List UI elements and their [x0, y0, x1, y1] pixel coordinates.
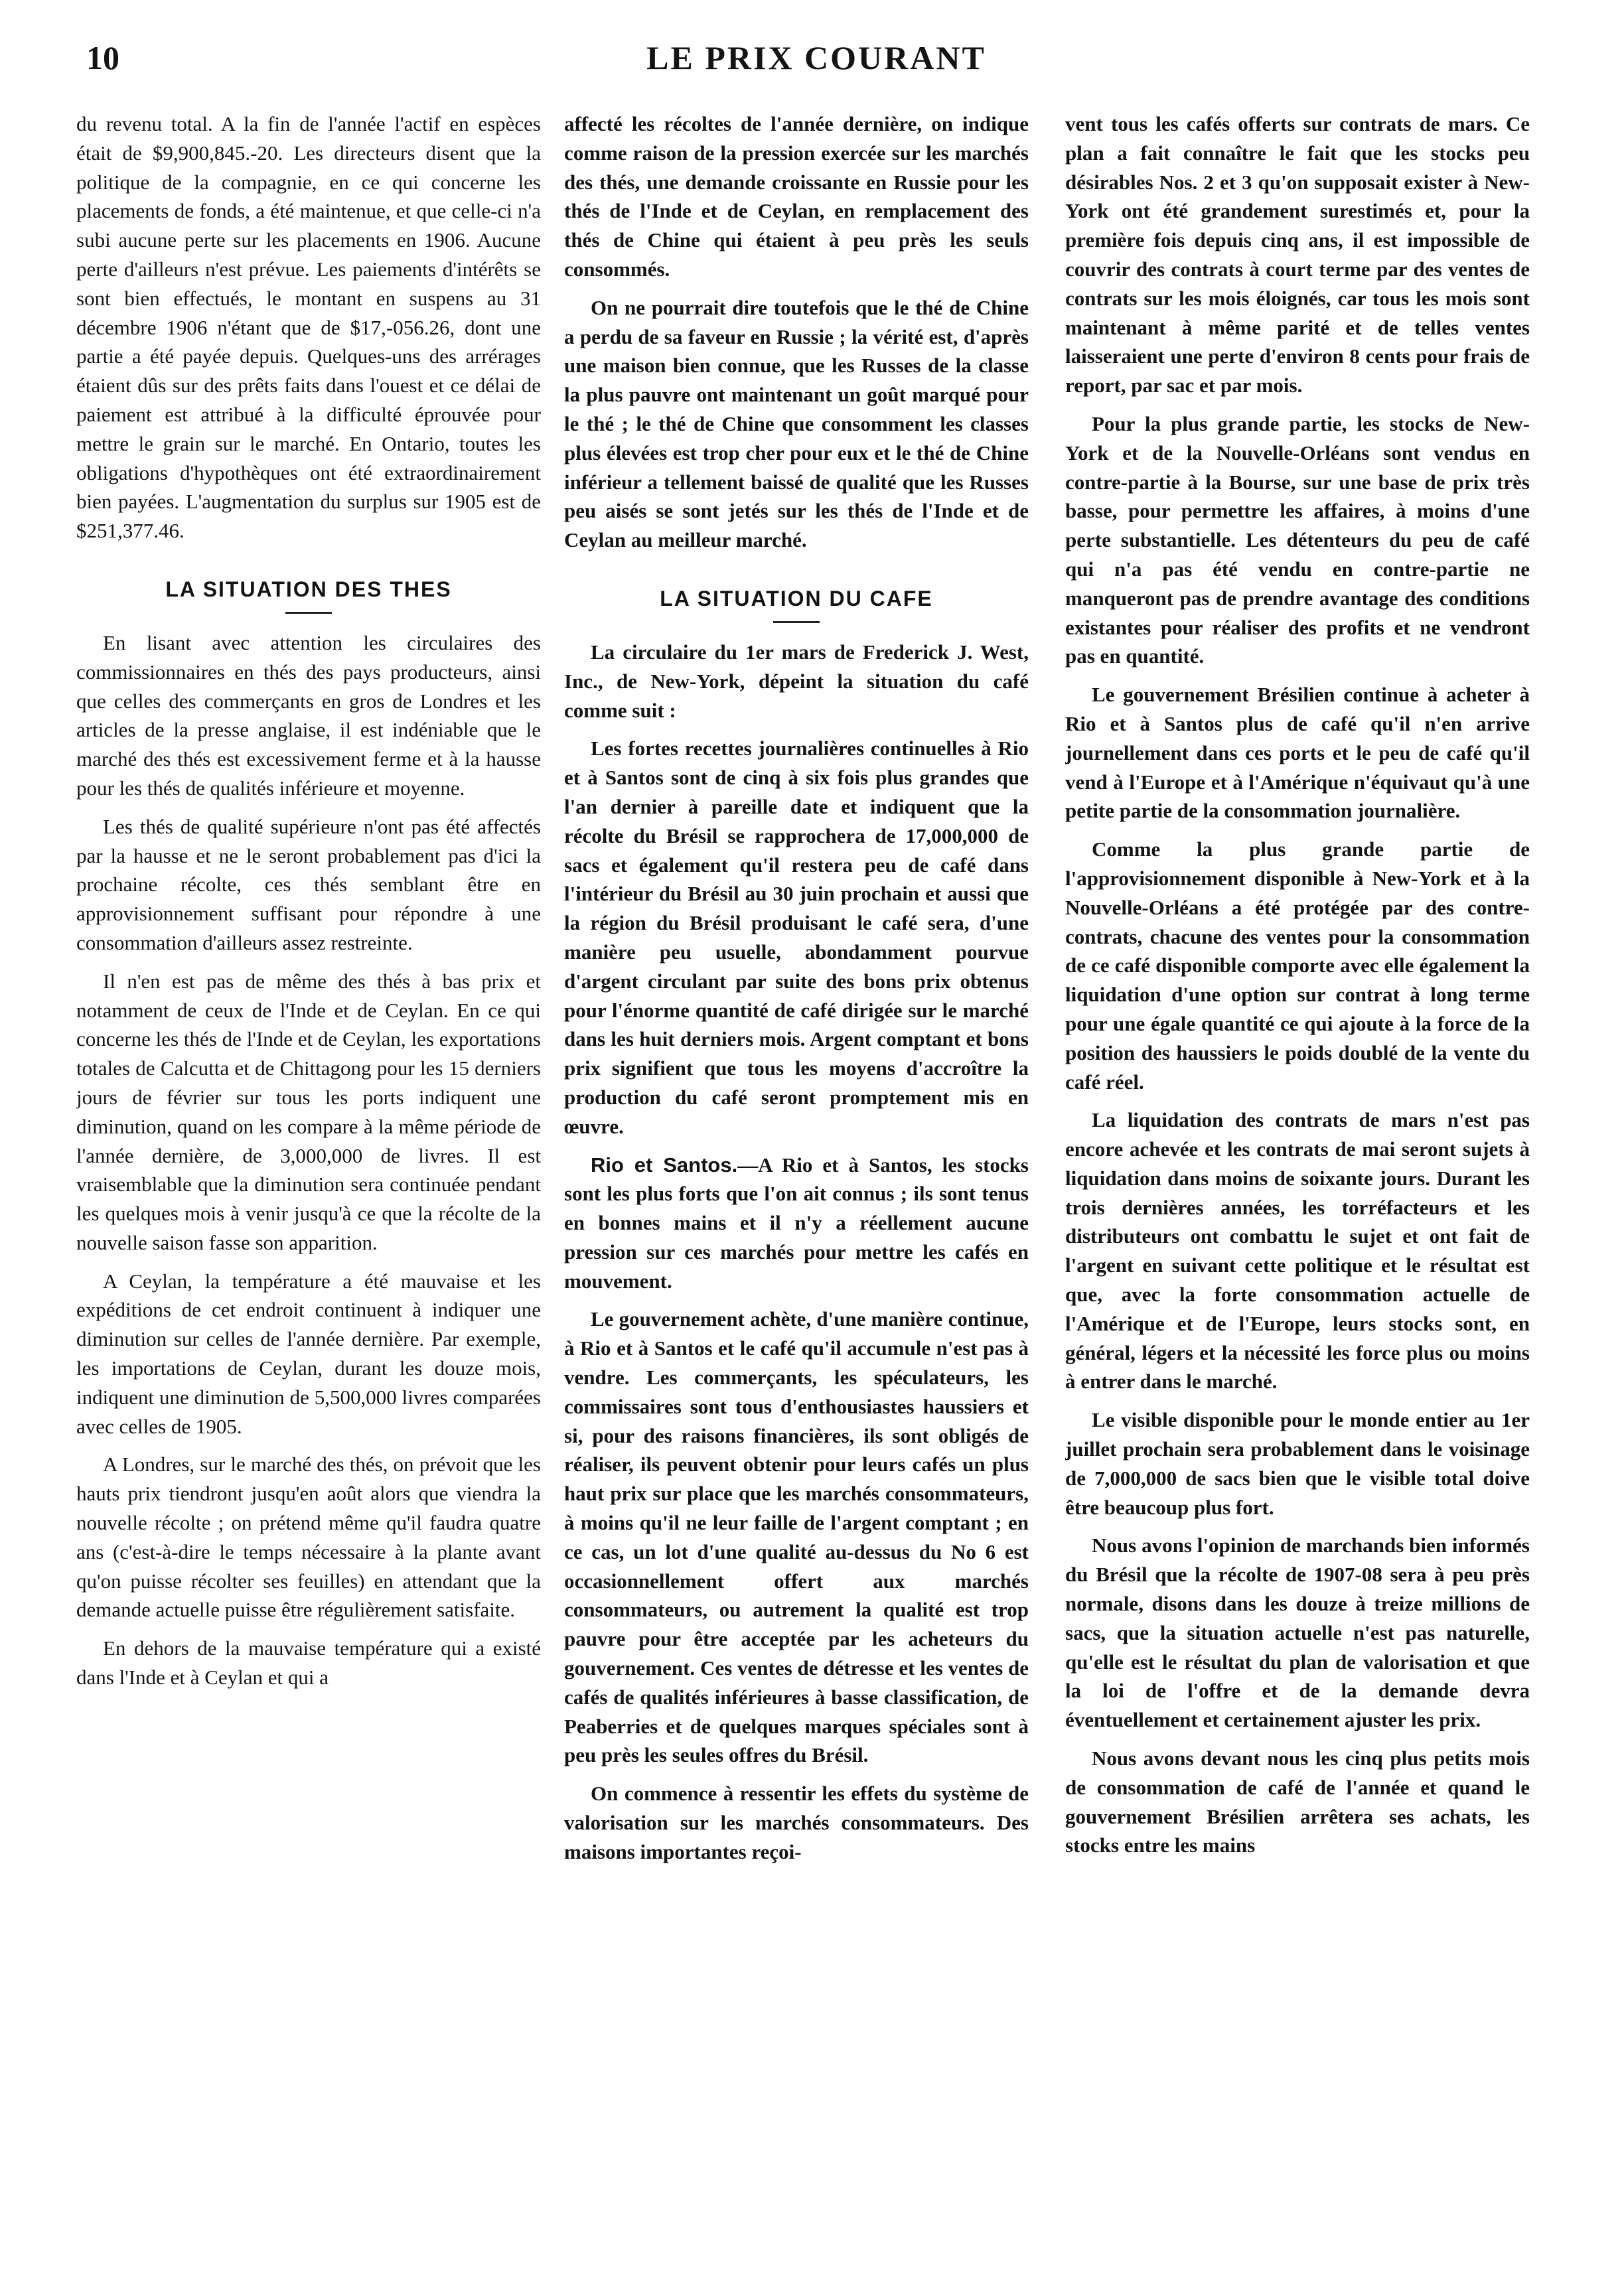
paragraph-rio-santos [564, 1151, 1029, 1296]
page-number: 10 [86, 39, 119, 76]
paragraph-approvisionnement: Comme la plus grande partie de l'approvisionnement disponible à New-York et à la Nouvelle-Orléans a été protégée par des contre-contrats, chacune des ventes pour la consommation de ce café disponible comporte avec elle également la liquidation d'une option sur contrat à long terme pour une égale quantité ce qui ajoute à la force de la position des haussiers le poids doublé de la vente du café réel. [1065, 837, 1530, 1094]
paragraph-rio-text: —A Rio et à Santos, les stocks sont les plus forts que l'on ait connus ; ils sont tenus en bonnes mains et il n'y a réellement aucune pression sur ces marchés pour mettre les cafés en mouvement. [564, 1153, 1029, 1293]
paragraph-thes-5: A Londres, sur le marché des thés, on prévoit que les hauts prix tiendront jusqu'en août alors que viendra la nouvelle récolte ; on prétend même qu'il faudra quatre ans (c'est-à-dire le temps nécessaire à la plante avant qu'on puisse récolter ses feuilles) en attendant que la demande actuelle puisse être régulièrement satisfaite. [76, 1453, 541, 1622]
paragraph-affecte: affecté les récoltes de l'année dernière, on indique comme raison de la pression exercée sur les marchés des thés, une demande croissante en Russie pour les thés de l'Inde et de Ceylan, en remplacement des thés de Chine qui étaient à peu près les seuls consommés. [564, 112, 1029, 281]
column-2 [564, 109, 1029, 2276]
paragraph-chine: On ne pourrait dire toutefois que le thé de Chine a perdu de sa faveur en Russie ; la vérité est, d'après une maison bien connue, que les Russes de la classe la plus pauvre ont maintenant un goût marqué pour le thé ; le thé de Chine que consomment les classes plus élevées est trop cher pour eux et le thé de Chine inférieur a tellement baissé de qualité que les Russes peu aisés se sont jetés sur les thés de l'Inde et de Ceylan au meilleur marché. [564, 295, 1029, 552]
heading-situation-des-thes: LA SITUATION DES THES [165, 577, 452, 601]
paragraph-vent: vent tous les cafés offerts sur contrats de mars. Ce plan a fait connaître le fait que les stocks peu désirables Nos. 2 et 3 qu'on supposait exister à New-York ont été grandement surestimés et, pour la première fois depuis cinq ans, il est impossible de couvrir des contrats à court terme par des ventes de contrats sur les mois éloignés, car tous les mois sont maintenant à même parité et de telles ventes laisseraient une perte d'environ 8 cents pour frais de report, par sac et par mois. [1065, 112, 1530, 397]
paragraph-visible: Le visible disponible pour le monde entier au 1er juillet prochain sera probablement dans le voisinage de 7,000,000 de sacs bien que le visible total doive être beaucoup plus fort. [1065, 1408, 1530, 1519]
paragraph-liquidation: La liquidation des contrats de mars n'est pas encore achevée et les contrats de mai seront sujets à liquidation dans moins de soixante jours. Durant les trois dernières années, les torréfacteurs et les distributeurs ont combattu le sujet et ont fait de l'argent en suivant cette politique et le résultat est que, avec la forte consommation actuelle de l'Amérique et de l'Europe, leurs stocks sont, en général, légers et la nécessité les force plus ou moins à entrer dans le marché. [1065, 1108, 1530, 1394]
heading-situation-du-cafe: LA SITUATION DU CAFE [660, 586, 933, 610]
paragraph-thes-2: Les thés de qualité supérieure n'ont pas été affectés par la hausse et ne le seront probablement pas d'ici la prochaine récolte, ces thés semblant être en approvisionnement suffisant pour répondre à une consommation d'ailleurs assez restreinte. [76, 814, 541, 954]
paragraph-thes-6: En dehors de la mauvaise température qui a existé dans l'Inde et à Ceylan et qui a [76, 1636, 541, 1689]
paragraph-devant: Nous avons devant nous les cinq plus petits mois de consommation de café de l'année et quand le gouvernement Brésilien arrêtera ses achats, les stocks entre les mains [1065, 1747, 1530, 1857]
paragraph-gouvernement: Le gouvernement achète, d'une manière continue, à Rio et à Santos et le café qu'il accumule n'est pas à vendre. Les commerçants, les spéculateurs, les commissaires sont tous d'enthousiastes haussiers et si, pour des raisons financières, ils sont obligés de réaliser, ils peuvent obtenir pour leurs cafés un plus haut prix sur place que les marchés consommateurs, à moins qu'il ne leur faille de l'argent comptant ; en ce cas, un lot d'une qualité au-dessus du No 6 est occasionnellement offert aux marchés consommateurs, ou autrement la qualité est trop pauvre pour être acceptée par les acheteurs du gouvernement. Ces ventes de détresse et les ventes de cafés de qualités inférieures à basse classification, de Peaberries et de quelques marques spéciales sont à peu près les seules offres du Brésil. [564, 1307, 1029, 1767]
paragraph-opinion: Nous avons l'opinion de marchands bien informés du Brésil que la récolte de 1907-08 sera à peu près normale, disons dans les douze à treize millions de sacs, que la situation actuelle n'est pas naturelle, qu'elle est le résultat du plan de valorisation et que la loi de l'offre et de la demande devra éventuellement et certainement ajuster les prix. [1065, 1534, 1530, 1732]
run-in-heading-rio-santos: Rio et Santos. [591, 1153, 738, 1177]
page-title: LE PRIX COURANT [646, 39, 986, 76]
column-3 [1065, 109, 1530, 2276]
paragraph-recettes: Les fortes recettes journalières continuelles à Rio et à Santos sont de cinq à six fois plus grandes que l'an dernier à pareille date et indiquent que la récolte du Brésil se rapprochera de 17,000,000 de sacs et également qu'il restera peu de café dans l'intérieur du Brésil au 30 juin prochain et aussi que la région du Brésil produisant le café sera, d'une manière peu usuelle, abondamment pourvue d'argent circulant par suite des bons prix obtenus pour l'énorme quantité de café dirigée sur le marché dans les huit derniers mois. Argent comptant et bons prix signifient que tous les moyens d'accroître la production du café seront promptement mis en œuvre. [564, 737, 1029, 1138]
paragraph-thes-3: Il n'en est pas de même des thés à bas prix et notamment de ceux de l'Inde et de Ceylan. En ce qui concerne les thés de l'Inde et de Ceylan, les exportations totales de Calcutta et de Chittagong pour les 15 derniers jours de février sur tous les ports indiquent une diminution, quand on les compare à la même période de l'année dernière, de 3,000,000 de livres. Il est vraisemblable que la diminution sera continuée pendant les quelques mois à venir jusqu'à ce que la récolte de la nouvelle saison fasse son apparition. [76, 969, 541, 1254]
paragraph-stocks: Pour la plus grande partie, les stocks de New-York et de la Nouvelle-Orléans sont vendus en contre-partie à la Bourse, sur une base de prix très basse, pour permettre les affaires, à moins d'une perte substantielle. Les détenteurs du peu de café qui n'a pas été vendu en contre-partie ne manqueront pas de prendre avantage des conditions existantes pour réaliser des profits et ne vendront pas en quantité. [1065, 411, 1530, 668]
paragraph-revenu: du revenu total. A la fin de l'année l'actif en espèces était de $9,900,845.-20. Les directeurs disent que la politique de la compagnie, en ce qui concerne les placements de fonds, a été maintenue, et que celle-ci n'a subi aucune perte sur les placements en 1906. Aucune perte d'ailleurs n'est prévue. Les paiements d'intérêts se sont bien effectués, le montant en suspens au 31 décembre 1906 n'étant que de $17,-056.26, dont une partie a été payée depuis. Quelques-uns des arrérages étaient dûs sur des prêts faits dans l'ouest et ce délai de paiement est attribué à la difficulté éprouvée pour mettre le grain sur le marché. En Ontario, toutes les obligations d'hypothèques ont été extraordinairement bien payées. L'augmentation du surplus sur 1905 est de $251,377.46. [76, 112, 541, 543]
paragraph-thes-1: En lisant avec attention les circulaires des commissionnaires en thés des pays producteurs, ainsi que celles des commerçants en gros de Londres et les articles de la presse anglaise, il est indéniable que le marché des thés est excessivement ferme et à la hausse pour les thés de qualités inférieure et moyenne. [76, 630, 541, 800]
paragraph-thes-4: A Ceylan, la température a été mauvaise et les expéditions de cet endroit continuent à indiquer une diminution sur celles de l'année dernière. Par exemple, les importations de Ceylan, durant les douze mois, indiquent une diminution de 5,500,000 livres comparées avec celles de 1905. [76, 1269, 541, 1438]
page-header [80, 35, 1553, 101]
heading-rule [773, 621, 820, 623]
paragraph-bresilien: Le gouvernement Brésilien continue à acheter à Rio et à Santos plus de café qu'il n'en arrive journellement dans ces ports et le peu de café qu'il vend à l'Europe et à l'Amérique n'équivaut qu'à une petite partie de la consommation journalière. [1065, 683, 1530, 823]
column-1 [76, 109, 541, 2276]
paragraph-circulaire: La circulaire du 1er mars de Frederick J. West, Inc., de New-York, dépeint la situation du café comme suit : [564, 640, 1029, 722]
heading-rule [285, 612, 332, 614]
paragraph-ressentir: On commence à ressentir les effets du système de valorisation sur les marchés consommateurs. Des maisons importantes reçoi- [564, 1782, 1029, 1863]
